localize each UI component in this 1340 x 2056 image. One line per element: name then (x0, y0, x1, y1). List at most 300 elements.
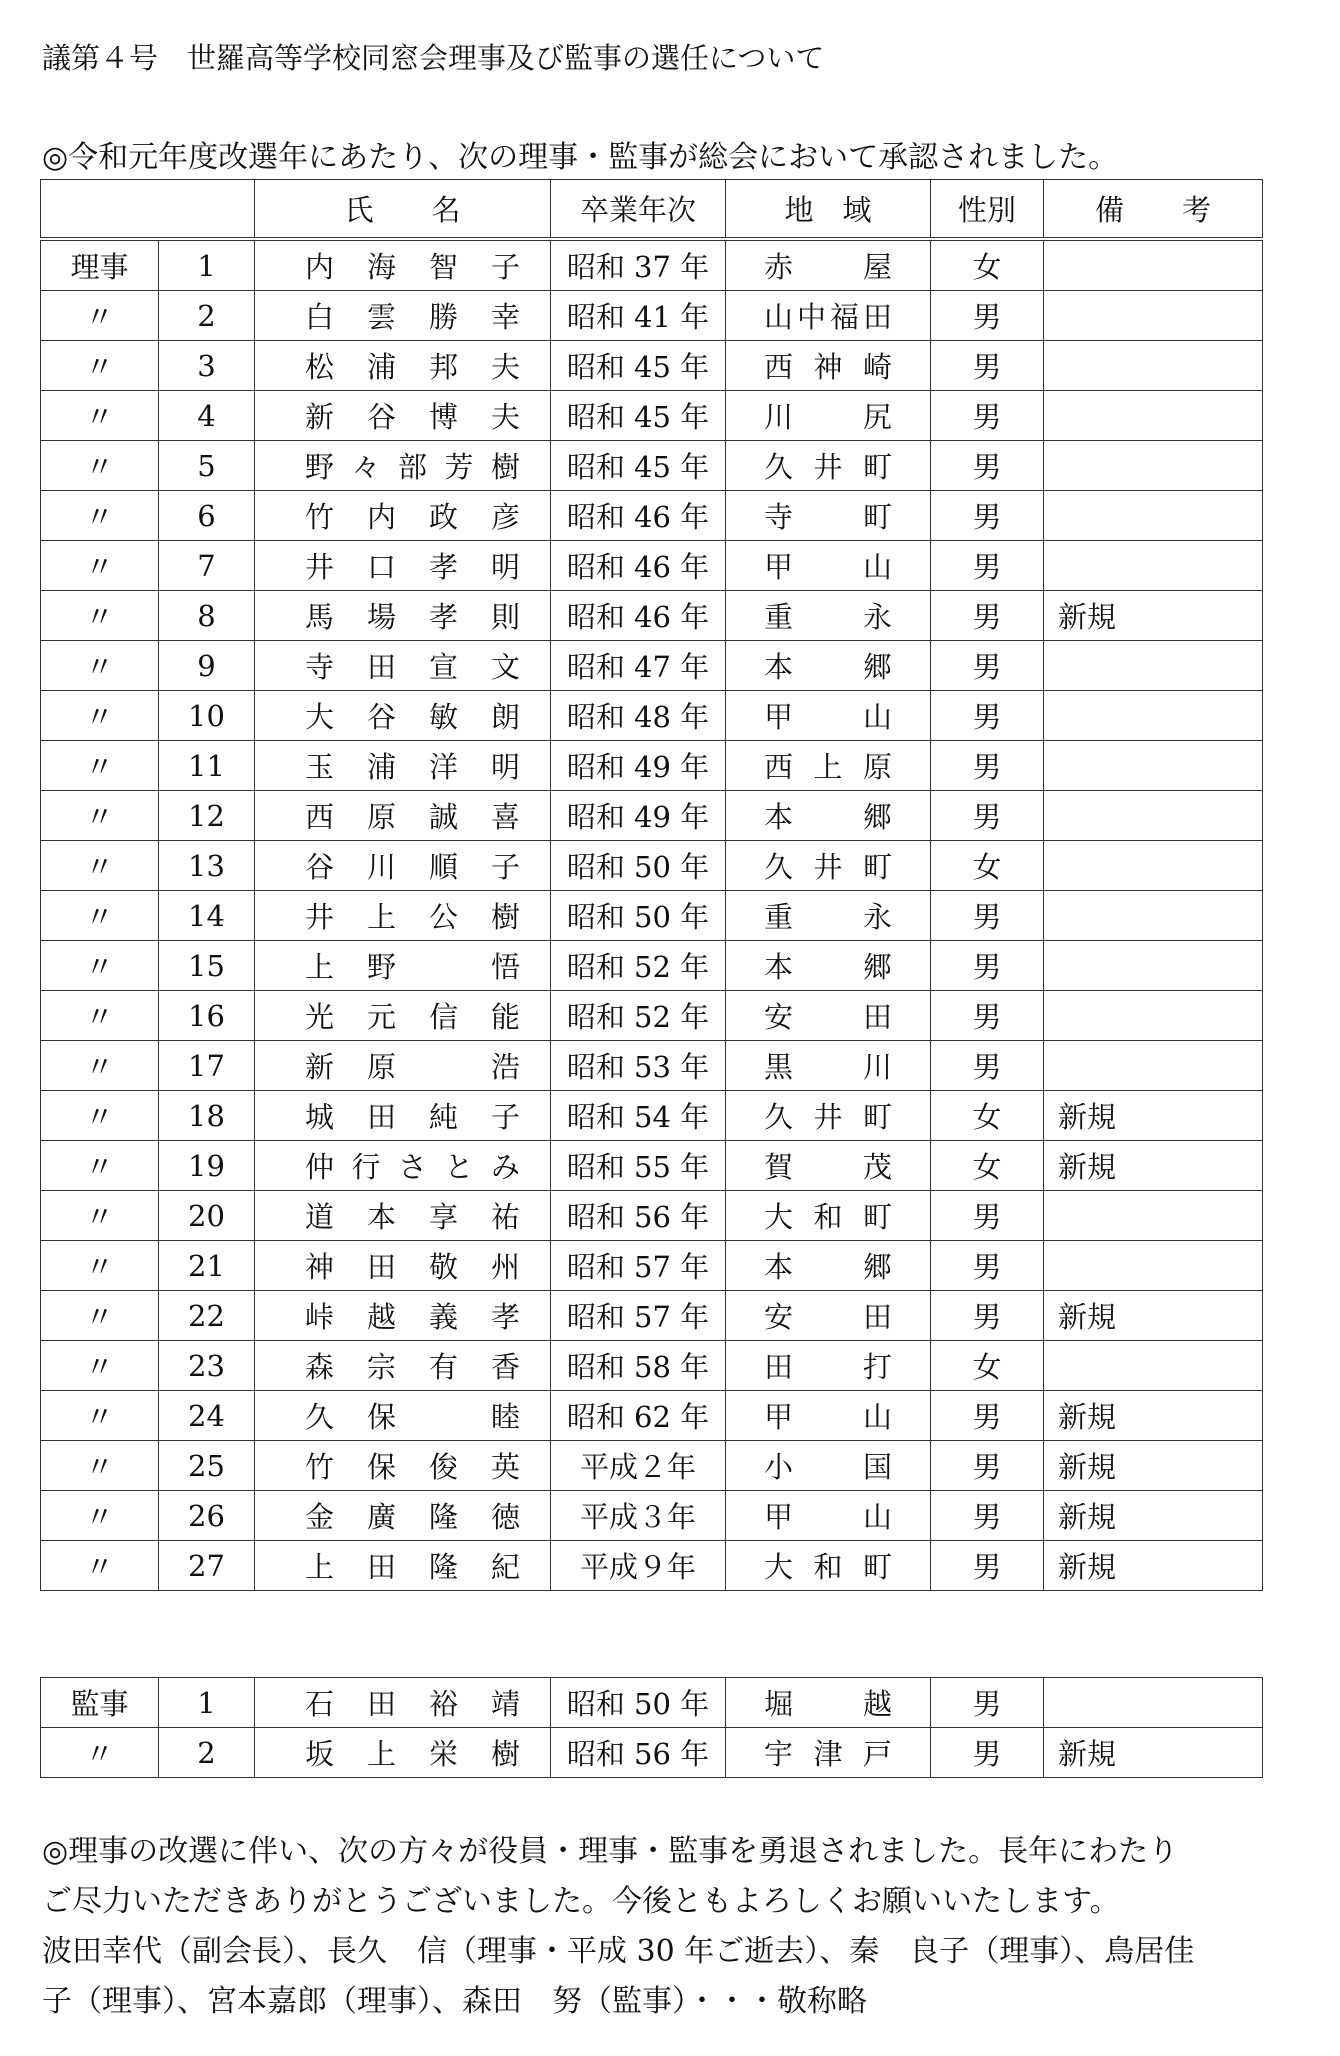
remark-cell: 新規 (1044, 1491, 1263, 1541)
name-cell (255, 1241, 551, 1291)
area-cell (726, 1191, 931, 1241)
role-cell: 〃 (41, 691, 159, 741)
remark-cell (1044, 1678, 1263, 1728)
number-cell: 21 (159, 1241, 255, 1291)
name-cell-text: 井口孝明 (305, 550, 520, 584)
number-cell: 7 (159, 541, 255, 591)
area-cell-text: 本郷 (764, 800, 892, 834)
table-row (41, 641, 1263, 691)
area-cell-text: 甲山 (764, 1400, 892, 1434)
name-cell-text: 金廣隆徳 (305, 1500, 520, 1534)
role-cell: 〃 (41, 791, 159, 841)
sex-cell: 男 (931, 541, 1044, 591)
number-cell: 2 (159, 291, 255, 341)
area-cell-text: 重永 (764, 600, 892, 634)
remark-cell (1044, 291, 1263, 341)
year-cell: 昭和 57 年 (551, 1241, 726, 1291)
area-cell-text: 久井町 (764, 1100, 892, 1134)
remark-cell (1044, 341, 1263, 391)
year-cell: 昭和 56 年 (551, 1728, 726, 1778)
name-cell (255, 791, 551, 841)
number-cell: 17 (159, 1041, 255, 1091)
area-cell (726, 1241, 931, 1291)
area-cell-text: 本郷 (764, 650, 892, 684)
number-cell: 3 (159, 341, 255, 391)
role-cell: 〃 (41, 641, 159, 691)
role-cell: 〃 (41, 491, 159, 541)
table-row (41, 441, 1263, 491)
sex-cell: 男 (931, 1291, 1044, 1341)
role-cell: 〃 (41, 1341, 159, 1391)
year-cell: 昭和 45 年 (551, 341, 726, 391)
area-cell-text: 寺町 (764, 500, 892, 534)
remark-cell (1044, 941, 1263, 991)
number-cell: 8 (159, 591, 255, 641)
remark-cell (1044, 1191, 1263, 1241)
remark-cell (1044, 239, 1263, 291)
role-cell: 〃 (41, 1291, 159, 1341)
remark-cell: 新規 (1044, 1141, 1263, 1191)
year-cell: 昭和 52 年 (551, 991, 726, 1041)
number-cell: 26 (159, 1491, 255, 1541)
area-cell-text: 大和町 (764, 1200, 892, 1234)
number-cell: 6 (159, 491, 255, 541)
area-cell (726, 941, 931, 991)
name-cell-text: 野々部芳樹 (305, 450, 520, 484)
name-cell (255, 641, 551, 691)
area-cell (726, 341, 931, 391)
area-cell (726, 1541, 931, 1591)
table-row (41, 1041, 1263, 1091)
year-cell: 昭和 50 年 (551, 891, 726, 941)
remark-cell (1044, 791, 1263, 841)
role-cell: 〃 (41, 591, 159, 641)
area-cell-text: 堀越 (764, 1687, 892, 1721)
area-cell-text: 西神崎 (764, 350, 892, 384)
name-cell (255, 541, 551, 591)
area-cell (726, 591, 931, 641)
table-header-row (41, 180, 1263, 240)
area-cell-text: 甲山 (764, 550, 892, 584)
remark-cell (1044, 841, 1263, 891)
name-cell (255, 1141, 551, 1191)
year-cell: 昭和 49 年 (551, 741, 726, 791)
footer-line: ◎理事の改選に伴い、次の方々が役員・理事・監事を勇退されました。長年にわたり (42, 1834, 1179, 1869)
year-cell: 平成３年 (551, 1491, 726, 1541)
year-cell: 昭和 48 年 (551, 691, 726, 741)
sex-cell: 男 (931, 941, 1044, 991)
name-cell-text: 仲行さとみ (305, 1150, 520, 1184)
area-cell (726, 239, 931, 291)
header-blank (41, 180, 255, 240)
name-cell-text: 井上公樹 (305, 900, 520, 934)
table-row (41, 741, 1263, 791)
sex-cell: 男 (931, 1041, 1044, 1091)
sex-cell: 男 (931, 1241, 1044, 1291)
name-cell-text: 大谷敏朗 (305, 700, 520, 734)
number-cell: 14 (159, 891, 255, 941)
role-cell: 〃 (41, 841, 159, 891)
name-cell (255, 591, 551, 641)
area-cell (726, 1491, 931, 1541)
sex-cell: 男 (931, 1391, 1044, 1441)
year-cell: 平成９年 (551, 1541, 726, 1591)
role-cell: 〃 (41, 1391, 159, 1441)
name-cell (255, 891, 551, 941)
table-row (41, 1141, 1263, 1191)
remark-cell (1044, 991, 1263, 1041)
header-area: 地 域 (726, 180, 931, 240)
sex-cell: 男 (931, 1491, 1044, 1541)
number-cell: 5 (159, 441, 255, 491)
area-cell (726, 441, 931, 491)
table-row (41, 1541, 1263, 1591)
year-cell: 昭和 62 年 (551, 1391, 726, 1441)
area-cell (726, 691, 931, 741)
area-cell-text: 大和町 (764, 1550, 892, 1584)
area-cell (726, 1041, 931, 1091)
year-cell: 昭和 56 年 (551, 1191, 726, 1241)
area-cell (726, 991, 931, 1041)
table-row (41, 1341, 1263, 1391)
number-cell: 20 (159, 1191, 255, 1241)
name-cell (255, 1341, 551, 1391)
sex-cell: 男 (931, 341, 1044, 391)
table-row (41, 941, 1263, 991)
name-cell-text: 森宗有香 (305, 1350, 520, 1384)
remark-cell (1044, 641, 1263, 691)
area-cell (726, 841, 931, 891)
name-cell (255, 991, 551, 1041)
area-cell-text: 賀茂 (764, 1150, 892, 1184)
area-cell (726, 1441, 931, 1491)
sex-cell: 男 (931, 791, 1044, 841)
name-cell (255, 1391, 551, 1441)
sex-cell: 女 (931, 841, 1044, 891)
remark-cell (1044, 1241, 1263, 1291)
name-cell-text: 玉浦洋明 (305, 750, 520, 784)
area-cell (726, 791, 931, 841)
remark-cell (1044, 541, 1263, 591)
name-cell-text: 上田隆紀 (305, 1550, 520, 1584)
area-cell-text: 甲山 (764, 1500, 892, 1534)
number-cell: 10 (159, 691, 255, 741)
number-cell: 18 (159, 1091, 255, 1141)
sex-cell: 男 (931, 991, 1044, 1041)
area-cell-text: 川尻 (764, 400, 892, 434)
role-cell: 〃 (41, 441, 159, 491)
table-row (41, 391, 1263, 441)
table-row (41, 491, 1263, 541)
area-cell-text: 本郷 (764, 1250, 892, 1284)
number-cell: 13 (159, 841, 255, 891)
name-cell-text: 竹内政彦 (305, 500, 520, 534)
sex-cell: 男 (931, 1678, 1044, 1728)
area-cell (726, 1728, 931, 1778)
year-cell: 昭和 54 年 (551, 1091, 726, 1141)
footer-line: 子（理事）、宮本嘉郎（理事）、森田 努（監事）・・・敬称略 (42, 1984, 867, 2019)
year-cell: 昭和 50 年 (551, 841, 726, 891)
remark-cell (1044, 491, 1263, 541)
role-cell: 〃 (41, 291, 159, 341)
name-cell (255, 1728, 551, 1778)
name-cell (255, 1191, 551, 1241)
directors-table (40, 179, 1263, 1591)
sex-cell: 男 (931, 641, 1044, 691)
number-cell: 27 (159, 1541, 255, 1591)
header-year: 卒業年次 (551, 180, 726, 240)
area-cell (726, 1091, 931, 1141)
area-cell (726, 291, 931, 341)
table-row (41, 841, 1263, 891)
number-cell: 15 (159, 941, 255, 991)
area-cell-text: 重永 (764, 900, 892, 934)
footer-line: 波田幸代（副会長）、長久 信（理事・平成 30 年ご逝去）、秦 良子（理事）、鳥居佳 (42, 1934, 1195, 1969)
year-cell: 昭和 46 年 (551, 491, 726, 541)
area-cell-text: 安田 (764, 1300, 892, 1334)
number-cell: 2 (159, 1728, 255, 1778)
table-row (41, 341, 1263, 391)
role-cell: 〃 (41, 541, 159, 591)
table-row (41, 1391, 1263, 1441)
number-cell: 4 (159, 391, 255, 441)
year-cell: 昭和 53 年 (551, 1041, 726, 1091)
role-cell: 〃 (41, 1241, 159, 1291)
area-cell (726, 1678, 931, 1728)
sex-cell: 男 (931, 891, 1044, 941)
name-cell (255, 841, 551, 891)
name-cell (255, 491, 551, 541)
role-cell: 〃 (41, 741, 159, 791)
table-row (41, 591, 1263, 641)
remark-cell (1044, 691, 1263, 741)
sex-cell: 男 (931, 491, 1044, 541)
name-cell (255, 1041, 551, 1091)
role-cell: 〃 (41, 1728, 159, 1778)
name-cell-text: 西原誠喜 (305, 800, 520, 834)
remark-cell: 新規 (1044, 1391, 1263, 1441)
table-row (41, 239, 1263, 291)
sex-cell: 女 (931, 239, 1044, 291)
name-cell-text: 白雲勝幸 (305, 300, 520, 334)
name-cell (255, 1091, 551, 1141)
area-cell-text: 赤屋 (764, 250, 892, 284)
remark-cell: 新規 (1044, 1728, 1263, 1778)
role-cell: 〃 (41, 891, 159, 941)
name-cell (255, 1291, 551, 1341)
sex-cell: 男 (931, 1541, 1044, 1591)
table-row (41, 791, 1263, 841)
name-cell (255, 291, 551, 341)
name-cell (255, 691, 551, 741)
table-row (41, 1091, 1263, 1141)
intro-text: ◎令和元年度改選年にあたり、次の理事・監事が総会において承認されました。 (42, 140, 1119, 175)
number-cell: 19 (159, 1141, 255, 1191)
area-cell-text: 本郷 (764, 950, 892, 984)
role-cell: 監事 (41, 1678, 159, 1728)
role-cell: 理事 (41, 239, 159, 291)
role-cell: 〃 (41, 1041, 159, 1091)
remark-cell (1044, 1041, 1263, 1091)
name-cell (255, 341, 551, 391)
name-cell-text: 道本享祐 (305, 1200, 520, 1234)
remark-cell (1044, 441, 1263, 491)
role-cell: 〃 (41, 941, 159, 991)
area-cell (726, 391, 931, 441)
name-cell (255, 391, 551, 441)
name-cell-text: 谷川順子 (305, 850, 520, 884)
sex-cell: 男 (931, 1441, 1044, 1491)
name-cell (255, 941, 551, 991)
area-cell (726, 1391, 931, 1441)
area-cell (726, 1141, 931, 1191)
role-cell: 〃 (41, 391, 159, 441)
year-cell: 昭和 58 年 (551, 1341, 726, 1391)
year-cell: 昭和 41 年 (551, 291, 726, 341)
area-cell (726, 491, 931, 541)
year-cell: 昭和 46 年 (551, 591, 726, 641)
number-cell: 1 (159, 1678, 255, 1728)
name-cell-text: 坂上栄樹 (305, 1737, 520, 1771)
number-cell: 24 (159, 1391, 255, 1441)
number-cell: 11 (159, 741, 255, 791)
area-cell-text: 山中福田 (764, 300, 892, 334)
name-cell-text: 新原 浩 (305, 1050, 520, 1084)
remark-cell (1044, 891, 1263, 941)
name-cell (255, 741, 551, 791)
remark-cell (1044, 741, 1263, 791)
name-cell-text: 峠越義孝 (305, 1300, 520, 1334)
area-cell (726, 891, 931, 941)
area-cell-text: 久井町 (764, 850, 892, 884)
area-cell-text: 安田 (764, 1000, 892, 1034)
sex-cell: 男 (931, 441, 1044, 491)
footer-line: ご尽力いただきありがとうございました。今後ともよろしくお願いいたします。 (42, 1884, 1120, 1919)
number-cell: 25 (159, 1441, 255, 1491)
role-cell: 〃 (41, 1541, 159, 1591)
document-title: 議第４号 世羅高等学校同窓会理事及び監事の選任について (42, 41, 825, 75)
table-row (41, 1241, 1263, 1291)
sex-cell: 男 (931, 691, 1044, 741)
header-name: 氏 名 (255, 180, 551, 240)
name-cell-text: 神田敬州 (305, 1250, 520, 1284)
remark-cell: 新規 (1044, 1541, 1263, 1591)
remark-cell: 新規 (1044, 1091, 1263, 1141)
number-cell: 23 (159, 1341, 255, 1391)
area-cell-text: 黒川 (764, 1050, 892, 1084)
header-sex: 性別 (931, 180, 1044, 240)
sex-cell: 女 (931, 1341, 1044, 1391)
role-cell: 〃 (41, 1141, 159, 1191)
remark-cell (1044, 391, 1263, 441)
sex-cell: 男 (931, 741, 1044, 791)
table-row (41, 541, 1263, 591)
year-cell: 昭和 50 年 (551, 1678, 726, 1728)
sex-cell: 男 (931, 1728, 1044, 1778)
year-cell: 昭和 37 年 (551, 239, 726, 291)
number-cell: 22 (159, 1291, 255, 1341)
role-cell: 〃 (41, 341, 159, 391)
number-cell: 9 (159, 641, 255, 691)
sex-cell: 男 (931, 591, 1044, 641)
sex-cell: 女 (931, 1091, 1044, 1141)
name-cell-text: 馬場孝則 (305, 600, 520, 634)
name-cell-text: 久保 睦 (305, 1400, 520, 1434)
remark-cell: 新規 (1044, 1291, 1263, 1341)
year-cell: 昭和 57 年 (551, 1291, 726, 1341)
table-row (41, 1191, 1263, 1241)
name-cell-text: 松浦邦夫 (305, 350, 520, 384)
year-cell: 昭和 55 年 (551, 1141, 726, 1191)
number-cell: 16 (159, 991, 255, 1041)
name-cell-text: 上野 悟 (305, 950, 520, 984)
name-cell (255, 1678, 551, 1728)
name-cell-text: 竹保俊英 (305, 1450, 520, 1484)
area-cell (726, 741, 931, 791)
year-cell: 昭和 46 年 (551, 541, 726, 591)
table-row (41, 1441, 1263, 1491)
sex-cell: 男 (931, 291, 1044, 341)
name-cell (255, 1541, 551, 1591)
retirement-notice (42, 1827, 1312, 2027)
number-cell: 1 (159, 239, 255, 291)
year-cell: 昭和 45 年 (551, 441, 726, 491)
area-cell-text: 甲山 (764, 700, 892, 734)
area-cell-text: 小国 (764, 1450, 892, 1484)
remark-cell (1044, 1341, 1263, 1391)
name-cell (255, 239, 551, 291)
table-row (41, 1491, 1263, 1541)
year-cell: 昭和 45 年 (551, 391, 726, 441)
sex-cell: 女 (931, 1141, 1044, 1191)
table-row (41, 1728, 1263, 1778)
area-cell (726, 641, 931, 691)
year-cell: 昭和 52 年 (551, 941, 726, 991)
role-cell: 〃 (41, 1491, 159, 1541)
remark-cell: 新規 (1044, 591, 1263, 641)
table-row (41, 991, 1263, 1041)
table-row (41, 1678, 1263, 1728)
name-cell (255, 441, 551, 491)
name-cell-text: 石田裕靖 (305, 1687, 520, 1721)
number-cell: 12 (159, 791, 255, 841)
area-cell-text: 田打 (764, 1350, 892, 1384)
table-row (41, 891, 1263, 941)
name-cell (255, 1491, 551, 1541)
auditors-table (40, 1677, 1263, 1778)
role-cell: 〃 (41, 1091, 159, 1141)
area-cell (726, 1291, 931, 1341)
name-cell-text: 城田純子 (305, 1100, 520, 1134)
name-cell-text: 新谷博夫 (305, 400, 520, 434)
role-cell: 〃 (41, 991, 159, 1041)
table-row (41, 1291, 1263, 1341)
area-cell-text: 西上原 (764, 750, 892, 784)
name-cell-text: 寺田宣文 (305, 650, 520, 684)
name-cell-text: 内海智子 (305, 250, 520, 284)
sex-cell: 男 (931, 1191, 1044, 1241)
role-cell: 〃 (41, 1441, 159, 1491)
year-cell: 昭和 47 年 (551, 641, 726, 691)
name-cell-text: 光元信能 (305, 1000, 520, 1034)
area-cell-text: 宇津戸 (764, 1737, 892, 1771)
area-cell (726, 1341, 931, 1391)
table-row (41, 691, 1263, 741)
name-cell (255, 1441, 551, 1491)
year-cell: 平成２年 (551, 1441, 726, 1491)
area-cell-text: 久井町 (764, 450, 892, 484)
remark-cell: 新規 (1044, 1441, 1263, 1491)
